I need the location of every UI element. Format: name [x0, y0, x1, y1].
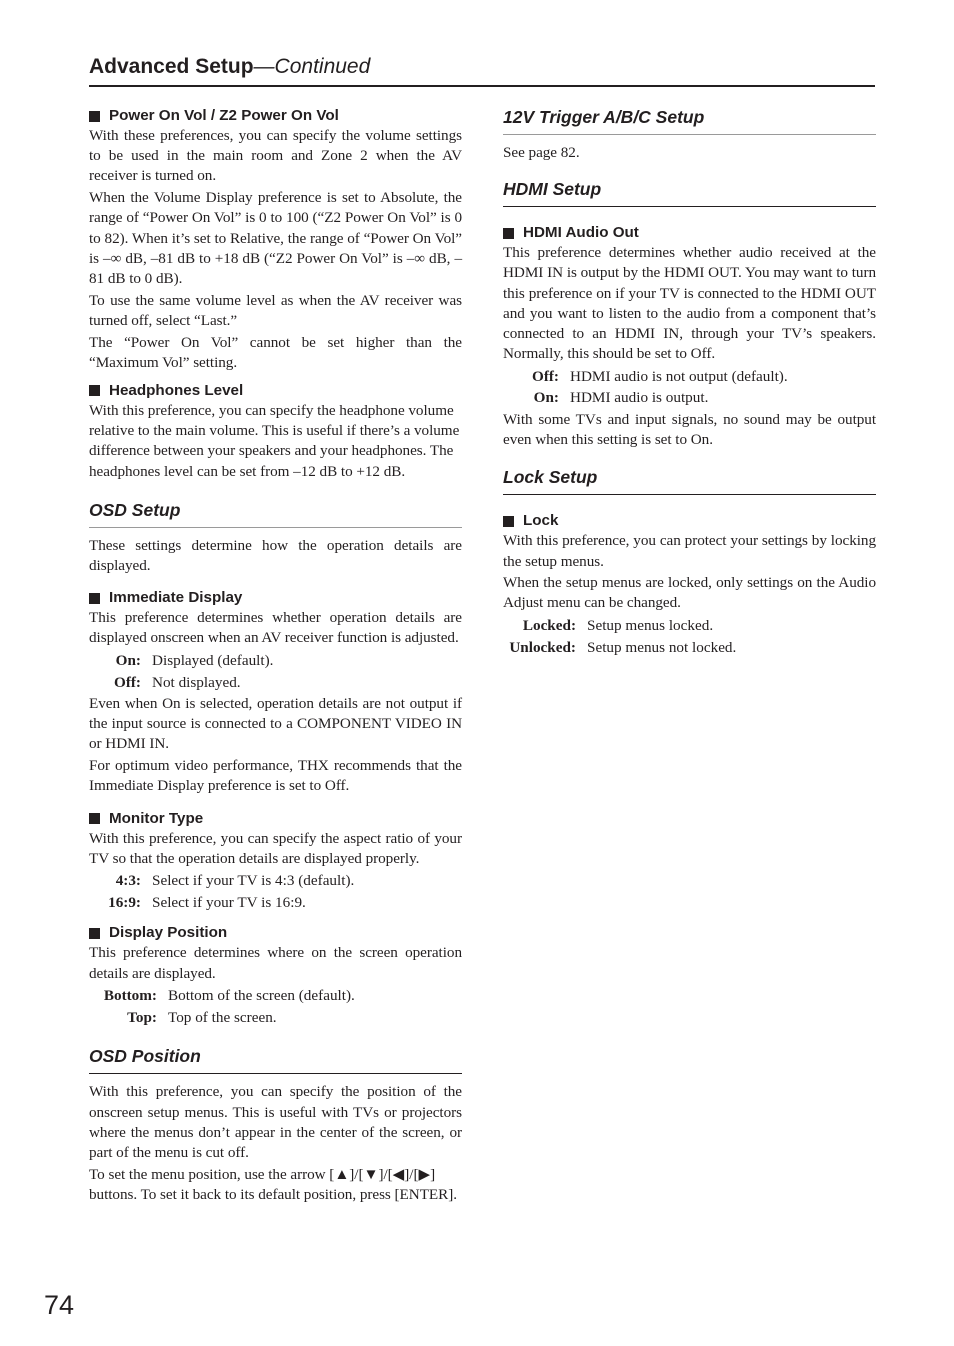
trigger-section — [503, 106, 876, 163]
hdmi-audio-out-paragraph: With some TVs and input signals, no sound may be output even when this setting is set to On. — [503, 410, 876, 449]
option-key: 16:9: — [108, 893, 141, 911]
hdmi-setup-title: HDMI Setup — [503, 179, 602, 200]
option-key: Off: — [532, 367, 559, 385]
option-value: Bottom of the screen (default). — [168, 987, 355, 1005]
section-rule — [503, 494, 876, 495]
square-bullet-icon — [503, 516, 514, 527]
square-bullet-icon — [89, 385, 100, 396]
option-key: Locked: — [522, 617, 576, 635]
square-bullet-icon — [503, 228, 514, 239]
lock-paragraph: When the setup menus are locked, only settings on the Audio Adjust menu can be changed. — [503, 574, 876, 612]
headphones-paragraph: With this preference, you can specify the headphone volume relative to the main volume. This is useful if there’s a volume difference between your speakers and your headphones. The headphones level can be set from –12 dB to +12 dB. — [89, 401, 460, 480]
option-key: 4:3: — [115, 872, 141, 890]
monitor-type-heading-text: Monitor Type — [109, 809, 204, 827]
headphones-block — [89, 381, 462, 482]
power-on-vol-paragraph: To use the same volume level as when the AV receiver was turned off, select “Last.” — [89, 291, 462, 329]
option-row — [89, 672, 462, 694]
square-bullet-icon — [89, 928, 100, 939]
osd-setup-intro: These settings determine how the operation details are displayed. — [89, 536, 462, 574]
power-on-vol-paragraph: When the Volume Display preference is set to Absolute, the range of “Power On Vol” is 0 to 100 (“Z2 Power On Vol” is 0 to 82). When it’s set to Relative, the range of “Power On Vol” is –∞ dB, –81 dB to +18 dB (“Z2 Power On Vol” is –∞ dB, –81 dB to 0 dB). — [89, 189, 462, 287]
option-row — [503, 637, 876, 659]
monitor-type-block — [89, 809, 462, 914]
power-on-vol-heading-text: Power On Vol / Z2 Power On Vol — [109, 107, 339, 124]
page-title-continued: —Continued — [253, 55, 371, 78]
square-bullet-icon — [89, 593, 100, 604]
osd-position-paragraph: To set the menu position, use the arrow [▲]/[▼]/[◀]/[▶] buttons. To set it back to its default position, press [ENTER]. — [89, 1165, 457, 1203]
lock-setup-title: Lock Setup — [503, 467, 598, 488]
option-value: Select if your TV is 4:3 (default). — [152, 872, 355, 890]
immediate-display-heading-text: Immediate Display — [109, 589, 243, 607]
immediate-display-paragraph: For optimum video performance, THX recommends that the Immediate Display preference is set to Off. — [89, 757, 462, 795]
square-bullet-icon — [89, 111, 100, 122]
immediate-display-block — [89, 588, 462, 796]
option-key: On: — [115, 652, 141, 670]
option-key: Bottom: — [103, 987, 157, 1005]
osd-position-title: OSD Position — [89, 1046, 201, 1067]
page-number: 74 — [44, 1290, 75, 1320]
monitor-type-paragraph: With this preference, you can specify the aspect ratio of your TV so that the operation details are displayed properly. — [89, 829, 462, 867]
osd-setup-title: OSD Setup — [89, 499, 181, 520]
display-position-heading-text: Display Position — [109, 924, 228, 942]
option-value: Not displayed. — [152, 673, 241, 691]
page-title-main: Advanced Setup — [89, 55, 254, 78]
header-rule — [89, 85, 875, 87]
immediate-display-paragraph: This preference determines whether operation details are displayed onscreen when an AV receiver function is adjusted. — [89, 609, 462, 647]
section-rule — [89, 1073, 462, 1074]
option-key: Top: — [127, 1008, 157, 1026]
option-value: Top of the screen. — [168, 1008, 277, 1026]
headphones-heading-text: Headphones Level — [109, 381, 244, 399]
option-key: Off: — [114, 673, 141, 691]
power-on-vol-block — [89, 106, 462, 373]
display-position-heading — [89, 923, 462, 943]
section-rule — [503, 206, 876, 207]
lock-setup-section — [503, 466, 876, 495]
option-row — [89, 870, 462, 892]
section-rule — [503, 134, 876, 135]
display-position-paragraph: This preference determines where on the screen operation details are displayed. — [89, 944, 462, 982]
option-value: Setup menus locked. — [587, 617, 714, 635]
option-row — [89, 892, 462, 914]
option-key: On: — [533, 389, 559, 407]
page-title — [89, 52, 875, 82]
option-key: Unlocked: — [509, 638, 576, 656]
option-value: Displayed (default). — [152, 652, 274, 670]
hdmi-audio-out-heading-text: HDMI Audio Out — [523, 224, 639, 242]
osd-setup-section — [89, 499, 462, 576]
hdmi-audio-out-paragraph: This preference determines whether audio received at the HDMI IN is output by the HDMI OUT. You may want to turn this preference on if your TV is connected to the HDMI OUT and you want to listen to the audio from a component that’s connected to an HDMI IN, through your TV’s speakers. Normally, this should be set to Off. — [503, 244, 876, 363]
display-position-block — [89, 923, 462, 1028]
option-row — [89, 650, 462, 672]
page-header — [89, 52, 875, 82]
square-bullet-icon — [89, 813, 100, 824]
option-value: HDMI audio is not output (default). — [570, 367, 788, 385]
immediate-display-paragraph: Even when On is selected, operation details are not output if the input source is connected to a COMPONENT VIDEO IN or HDMI IN. — [89, 695, 462, 753]
option-value: Select if your TV is 16:9. — [152, 893, 306, 911]
trigger-title: 12V Trigger A/B/C Setup — [503, 107, 705, 127]
lock-heading — [503, 511, 876, 531]
option-row — [503, 615, 876, 637]
osd-position-paragraph: With this preference, you can specify the position of the onscreen setup menus. This is useful with TVs or projectors where the menus don’t appear in the center of the screen, or part of the menu is cut off. — [89, 1083, 462, 1161]
power-on-vol-paragraph: With these preferences, you can specify the volume settings to be used in the main room and Zone 2 when the AV receiver is turned on. — [89, 127, 462, 185]
lock-paragraph: With this preference, you can protect your settings by locking the setup menus. — [503, 532, 876, 570]
option-row — [503, 387, 876, 409]
section-rule — [89, 527, 462, 528]
right-column — [503, 106, 876, 658]
trigger-paragraph: See page 82. — [503, 144, 580, 161]
left-column — [89, 106, 462, 1207]
power-on-vol-paragraph: The “Power On Vol” cannot be set higher than the “Maximum Vol” setting. — [89, 333, 462, 371]
option-row — [89, 985, 462, 1007]
lock-block — [503, 511, 876, 658]
hdmi-audio-out-block — [503, 223, 876, 450]
option-value: HDMI audio is output. — [570, 389, 709, 407]
option-row — [89, 1007, 462, 1029]
power-on-vol-heading — [89, 106, 462, 126]
option-value: Setup menus not locked. — [587, 638, 737, 656]
option-row — [503, 366, 876, 388]
immediate-display-heading — [89, 588, 462, 608]
monitor-type-heading — [89, 809, 462, 829]
hdmi-audio-out-heading — [503, 223, 876, 243]
headphones-heading — [89, 381, 462, 401]
hdmi-setup-section — [503, 178, 876, 207]
lock-heading-text: Lock — [523, 512, 559, 530]
osd-position-section — [89, 1045, 462, 1205]
